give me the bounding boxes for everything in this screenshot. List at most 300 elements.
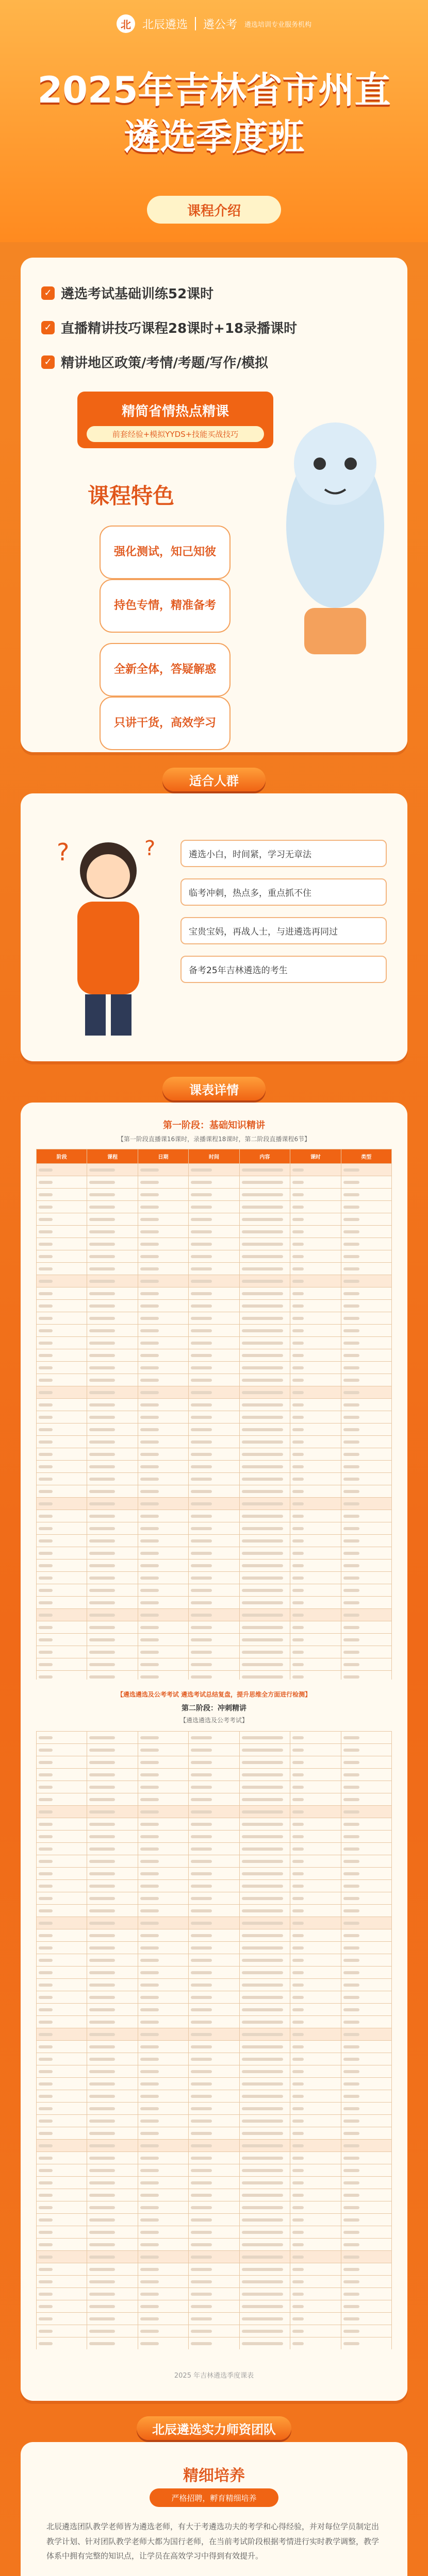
placeholder-text	[343, 1243, 359, 1246]
table-cell	[239, 1522, 290, 1535]
placeholder-text	[140, 1243, 159, 1246]
table-cell	[341, 2016, 391, 2028]
placeholder-text	[39, 1823, 53, 1826]
table-cell	[87, 2201, 138, 2214]
table-cell	[37, 1535, 87, 1547]
placeholder-text	[191, 2033, 211, 2036]
table-cell	[189, 1880, 239, 1892]
table-cell	[239, 1572, 290, 1584]
table-cell	[138, 1880, 188, 1892]
table-cell	[138, 1349, 188, 1362]
placeholder-text	[292, 2021, 304, 2024]
placeholder-text	[89, 1267, 114, 1270]
table-cell	[138, 2300, 188, 2313]
table-cell	[37, 1213, 87, 1226]
placeholder-text	[140, 2330, 159, 2333]
table-cell	[87, 2288, 138, 2300]
table-cell	[290, 1609, 341, 1621]
placeholder-text	[140, 2293, 159, 2296]
table-cell	[189, 1164, 239, 1176]
placeholder-text	[242, 1626, 283, 1629]
placeholder-text	[191, 1181, 211, 1184]
placeholder-text	[140, 1564, 159, 1567]
placeholder-text	[89, 1909, 114, 1912]
table-cell	[87, 1189, 138, 1201]
placeholder-text	[242, 1329, 283, 1332]
placeholder-text	[39, 2293, 53, 2296]
schedule-mid-note-3: 【遴选遴选及公考考试】	[179, 1717, 248, 1724]
placeholder-text	[39, 1971, 53, 1974]
placeholder-text	[39, 2218, 53, 2222]
placeholder-text	[242, 1502, 283, 1505]
table-cell	[341, 1250, 391, 1263]
table-cell	[37, 1732, 87, 1744]
placeholder-text	[191, 2132, 211, 2135]
placeholder-text	[242, 2280, 283, 2283]
table-cell	[290, 1671, 341, 1680]
table-cell	[189, 1522, 239, 1535]
table-cell	[239, 1473, 290, 1485]
placeholder-text	[292, 1675, 304, 1679]
table-cell	[341, 1423, 391, 1436]
placeholder-text	[39, 1255, 53, 1258]
placeholder-text	[343, 2280, 359, 2283]
table-cell	[189, 1312, 239, 1325]
table-cell	[239, 1868, 290, 1880]
table-row	[37, 1781, 392, 1793]
table-cell	[87, 1806, 138, 1818]
placeholder-text	[89, 1749, 114, 1752]
placeholder-text	[343, 1502, 359, 1505]
table-row	[37, 1929, 392, 1942]
placeholder-text	[191, 2045, 211, 2048]
table-cell	[87, 1954, 138, 1967]
placeholder-text	[140, 1255, 159, 1258]
placeholder-text	[191, 2107, 211, 2110]
table-cell	[87, 1572, 138, 1584]
table-cell	[290, 1646, 341, 1658]
table-cell	[189, 2164, 239, 2177]
table-cell	[239, 1312, 290, 1325]
table-cell	[138, 1436, 188, 1448]
placeholder-text	[242, 1206, 283, 1209]
table-cell	[239, 2004, 290, 2016]
placeholder-text	[140, 1934, 159, 1937]
table-row	[37, 1201, 392, 1213]
table-cell	[37, 1300, 87, 1312]
table-cell	[189, 1374, 239, 1386]
table-cell	[290, 2325, 341, 2337]
placeholder-text	[89, 1168, 114, 1172]
placeholder-text	[140, 1638, 159, 1641]
table-cell	[239, 2127, 290, 2140]
table-cell	[189, 1967, 239, 1979]
table-cell	[138, 1547, 188, 1560]
table-cell	[290, 1843, 341, 1855]
table-cell	[87, 2103, 138, 2115]
brand-bar	[0, 14, 428, 33]
table-cell	[290, 1584, 341, 1597]
table-cell	[189, 1287, 239, 1300]
table-cell	[87, 1843, 138, 1855]
table-row	[37, 1362, 392, 1374]
table-cell	[239, 2300, 290, 2313]
placeholder-text	[191, 1354, 211, 1357]
placeholder-text	[191, 2181, 211, 2184]
placeholder-text	[343, 1552, 359, 1555]
placeholder-text	[39, 1465, 53, 1468]
table-cell	[239, 1461, 290, 1473]
table-cell	[290, 1386, 341, 1399]
placeholder-text	[292, 1848, 304, 1851]
placeholder-text	[242, 1885, 283, 1888]
table-cell	[189, 2004, 239, 2016]
placeholder-text	[242, 1354, 283, 1357]
table-cell	[37, 1954, 87, 1967]
table-cell	[37, 2041, 87, 2053]
placeholder-text	[191, 1909, 211, 1912]
table-cell	[138, 1671, 188, 1680]
table-cell	[138, 2115, 188, 2127]
placeholder-text	[242, 1835, 283, 1838]
table-cell	[290, 1226, 341, 1238]
placeholder-text	[140, 1761, 159, 1764]
placeholder-text	[140, 1675, 159, 1679]
table-cell	[37, 1238, 87, 1250]
placeholder-text	[242, 1786, 283, 1789]
placeholder-text	[89, 1959, 114, 1962]
placeholder-text	[242, 1453, 283, 1456]
table-row	[37, 1374, 392, 1386]
table-cell	[87, 1547, 138, 1560]
table-cell	[37, 1646, 87, 1658]
placeholder-text	[191, 1440, 211, 1444]
placeholder-text	[343, 1354, 359, 1357]
table-cell	[189, 1535, 239, 1547]
table-cell	[87, 2053, 138, 2065]
placeholder-text	[242, 1280, 283, 1283]
placeholder-text	[89, 1564, 114, 1567]
placeholder-text	[140, 1663, 159, 1666]
table-cell	[138, 1213, 188, 1226]
table-cell	[341, 2041, 391, 2053]
placeholder-text	[39, 2342, 53, 2345]
placeholder-text	[343, 1564, 359, 1567]
placeholder-text	[39, 2157, 53, 2160]
placeholder-text	[292, 2231, 304, 2234]
table-cell	[290, 1818, 341, 1831]
placeholder-text	[140, 2305, 159, 2308]
table-cell	[138, 1781, 188, 1793]
placeholder-text	[343, 1922, 359, 1925]
placeholder-text	[89, 1490, 114, 1493]
placeholder-text	[191, 1539, 211, 1543]
table-cell	[138, 2288, 188, 2300]
table-cell	[290, 1325, 341, 1337]
placeholder-text	[191, 1490, 211, 1493]
table-cell	[87, 2028, 138, 2041]
placeholder-text	[89, 2256, 114, 2259]
table-cell	[290, 2127, 341, 2140]
table-cell	[189, 2065, 239, 2078]
table-row	[37, 1547, 392, 1560]
placeholder-text	[242, 1860, 283, 1863]
placeholder-text	[242, 1193, 283, 1196]
table-cell	[290, 1954, 341, 1967]
table-cell	[37, 1547, 87, 1560]
placeholder-text	[191, 1206, 211, 1209]
placeholder-text	[191, 1946, 211, 1950]
placeholder-text	[89, 2342, 114, 2345]
table-cell	[189, 1855, 239, 1868]
placeholder-text	[39, 1638, 53, 1641]
placeholder-text	[140, 1502, 159, 1505]
placeholder-text	[292, 1786, 304, 1789]
table-cell	[37, 2065, 87, 2078]
table-cell	[239, 1436, 290, 1448]
table-cell	[290, 1781, 341, 1793]
placeholder-text	[343, 2033, 359, 2036]
table-row	[37, 2288, 392, 2300]
placeholder-text	[191, 2070, 211, 2073]
placeholder-text	[343, 1515, 359, 1518]
placeholder-text	[89, 1206, 114, 1209]
table-cell	[290, 1337, 341, 1349]
table-cell	[290, 1436, 341, 1448]
table-cell	[37, 1868, 87, 1880]
table-cell	[239, 1275, 290, 1287]
placeholder-text	[39, 1478, 53, 1481]
table-cell	[290, 1213, 341, 1226]
table-row	[37, 2090, 392, 2103]
placeholder-text	[343, 1835, 359, 1838]
table-cell	[341, 1226, 391, 1238]
table-row	[37, 1238, 392, 1250]
table-cell	[189, 2115, 239, 2127]
placeholder-text	[191, 2317, 211, 2320]
placeholder-text	[292, 1601, 304, 1604]
placeholder-text	[89, 1193, 114, 1196]
table-cell	[239, 2103, 290, 2115]
table-cell	[290, 2152, 341, 2164]
table-cell	[138, 2164, 188, 2177]
table-cell	[341, 1325, 391, 1337]
placeholder-text	[140, 1798, 159, 1801]
placeholder-text	[140, 1996, 159, 1999]
table-cell	[239, 2201, 290, 2214]
table-cell	[341, 1473, 391, 1485]
table-cell	[87, 1201, 138, 1213]
placeholder-text	[89, 1243, 114, 1246]
placeholder-text	[140, 1527, 159, 1530]
table-row	[37, 1287, 392, 1300]
placeholder-text	[140, 1193, 159, 1196]
table-cell	[138, 1942, 188, 1954]
placeholder-text	[191, 1428, 211, 1431]
train-title: 精细培养	[183, 2467, 245, 2485]
placeholder-text	[292, 1267, 304, 1270]
placeholder-text	[191, 1773, 211, 1776]
table-cell	[239, 2313, 290, 2325]
table-cell	[37, 1399, 87, 1411]
table-cell	[239, 1756, 290, 1769]
placeholder-text	[242, 1773, 283, 1776]
table-row	[37, 1572, 392, 1584]
table-cell	[37, 1312, 87, 1325]
placeholder-text	[191, 1675, 211, 1679]
title-line-1: 2025年吉林省市州直	[37, 69, 391, 111]
table-cell	[239, 1287, 290, 1300]
table-cell	[341, 2276, 391, 2288]
placeholder-text	[39, 2268, 53, 2271]
table-cell	[87, 1892, 138, 1905]
table-cell	[341, 1818, 391, 1831]
placeholder-text	[39, 1354, 53, 1357]
placeholder-text	[89, 1317, 114, 1320]
placeholder-text	[89, 2280, 114, 2283]
placeholder-text	[39, 1193, 53, 1196]
placeholder-text	[242, 2181, 283, 2184]
table-cell	[138, 1905, 188, 1917]
placeholder-text	[343, 1379, 359, 1382]
table-cell	[341, 1547, 391, 1560]
placeholder-text	[89, 2206, 114, 2209]
placeholder-text	[292, 1577, 304, 1580]
placeholder-text	[292, 2218, 304, 2222]
placeholder-text	[191, 1317, 211, 1320]
table-cell	[239, 1806, 290, 1818]
placeholder-text	[140, 1736, 159, 1739]
table-row	[37, 1399, 392, 1411]
table-cell	[290, 2090, 341, 2103]
placeholder-text	[292, 1996, 304, 1999]
table-cell	[87, 1991, 138, 2004]
placeholder-text	[89, 1552, 114, 1555]
table-cell	[341, 1485, 391, 1498]
table-row	[37, 2053, 392, 2065]
table-row	[37, 2214, 392, 2226]
placeholder-text	[140, 1292, 159, 1295]
placeholder-text	[39, 1391, 53, 1394]
table-cell	[290, 1287, 341, 1300]
table-cell	[87, 1485, 138, 1498]
table-cell	[341, 1880, 391, 1892]
placeholder-text	[292, 2144, 304, 2147]
check-icon: ✓	[41, 355, 55, 369]
placeholder-text	[242, 1317, 283, 1320]
audience-item: 备考25年吉林遴选的考生	[180, 956, 387, 983]
placeholder-text	[242, 1810, 283, 1814]
hero-banner	[0, 0, 428, 242]
placeholder-text	[89, 2033, 114, 2036]
table-cell	[138, 1954, 188, 1967]
table-cell	[239, 1855, 290, 1868]
placeholder-text	[242, 1168, 283, 1172]
placeholder-text	[343, 1465, 359, 1468]
table-cell	[138, 1448, 188, 1461]
table-cell	[341, 1991, 391, 2004]
placeholder-text	[39, 1403, 53, 1406]
table-cell	[138, 1164, 188, 1176]
placeholder-text	[140, 2206, 159, 2209]
table-cell	[138, 2325, 188, 2337]
table-cell	[189, 1473, 239, 1485]
placeholder-text	[140, 2256, 159, 2259]
table-cell	[87, 1312, 138, 1325]
brand-name-2: 遴公考	[203, 18, 237, 31]
table-cell	[189, 1213, 239, 1226]
table-cell	[138, 1535, 188, 1547]
table-cell	[341, 1646, 391, 1658]
placeholder-text	[89, 1984, 114, 1987]
table-cell	[138, 1176, 188, 1189]
table-cell	[290, 1349, 341, 1362]
placeholder-text	[191, 1391, 211, 1394]
placeholder-text	[89, 1946, 114, 1950]
table-cell	[189, 1892, 239, 1905]
placeholder-text	[191, 1835, 211, 1838]
schedule-table-2	[36, 1731, 392, 2349]
placeholder-text	[191, 2231, 211, 2234]
table-cell	[189, 2041, 239, 2053]
table-cell	[341, 1855, 391, 1868]
table-cell	[341, 1312, 391, 1325]
placeholder-text	[242, 1342, 283, 1345]
table-cell	[189, 2313, 239, 2325]
placeholder-text	[191, 1577, 211, 1580]
placeholder-text	[39, 1317, 53, 1320]
placeholder-text	[89, 1366, 114, 1369]
table-cell	[239, 1892, 290, 1905]
placeholder-text	[89, 1922, 114, 1925]
table-cell	[87, 1634, 138, 1646]
table-cell	[290, 2214, 341, 2226]
placeholder-text	[343, 1403, 359, 1406]
placeholder-text	[191, 1218, 211, 1221]
placeholder-text	[140, 1317, 159, 1320]
table-cell	[37, 1572, 87, 1584]
table-cell	[239, 1917, 290, 1929]
placeholder-text	[343, 2120, 359, 2123]
placeholder-text	[191, 2008, 211, 2011]
placeholder-text	[242, 2305, 283, 2308]
placeholder-text	[292, 1230, 304, 1233]
placeholder-text	[292, 1465, 304, 1468]
placeholder-text	[140, 1539, 159, 1543]
placeholder-text	[140, 1848, 159, 1851]
table-cell	[138, 1818, 188, 1831]
table-cell	[341, 2004, 391, 2016]
placeholder-text	[191, 1230, 211, 1233]
table-row	[37, 1275, 392, 1287]
placeholder-text	[140, 2132, 159, 2135]
placeholder-text	[242, 2070, 283, 2073]
placeholder-text	[140, 1440, 159, 1444]
table-cell	[37, 1756, 87, 1769]
placeholder-text	[191, 1564, 211, 1567]
placeholder-text	[191, 2058, 211, 2061]
table-cell	[37, 2028, 87, 2041]
table-cell	[37, 2177, 87, 2189]
placeholder-text	[39, 2206, 53, 2209]
placeholder-text	[191, 1996, 211, 1999]
table-cell	[87, 2337, 138, 2350]
placeholder-text	[242, 2058, 283, 2061]
table-cell	[138, 1226, 188, 1238]
table-cell	[87, 2177, 138, 2189]
placeholder-text	[343, 1773, 359, 1776]
table-cell	[341, 2239, 391, 2251]
